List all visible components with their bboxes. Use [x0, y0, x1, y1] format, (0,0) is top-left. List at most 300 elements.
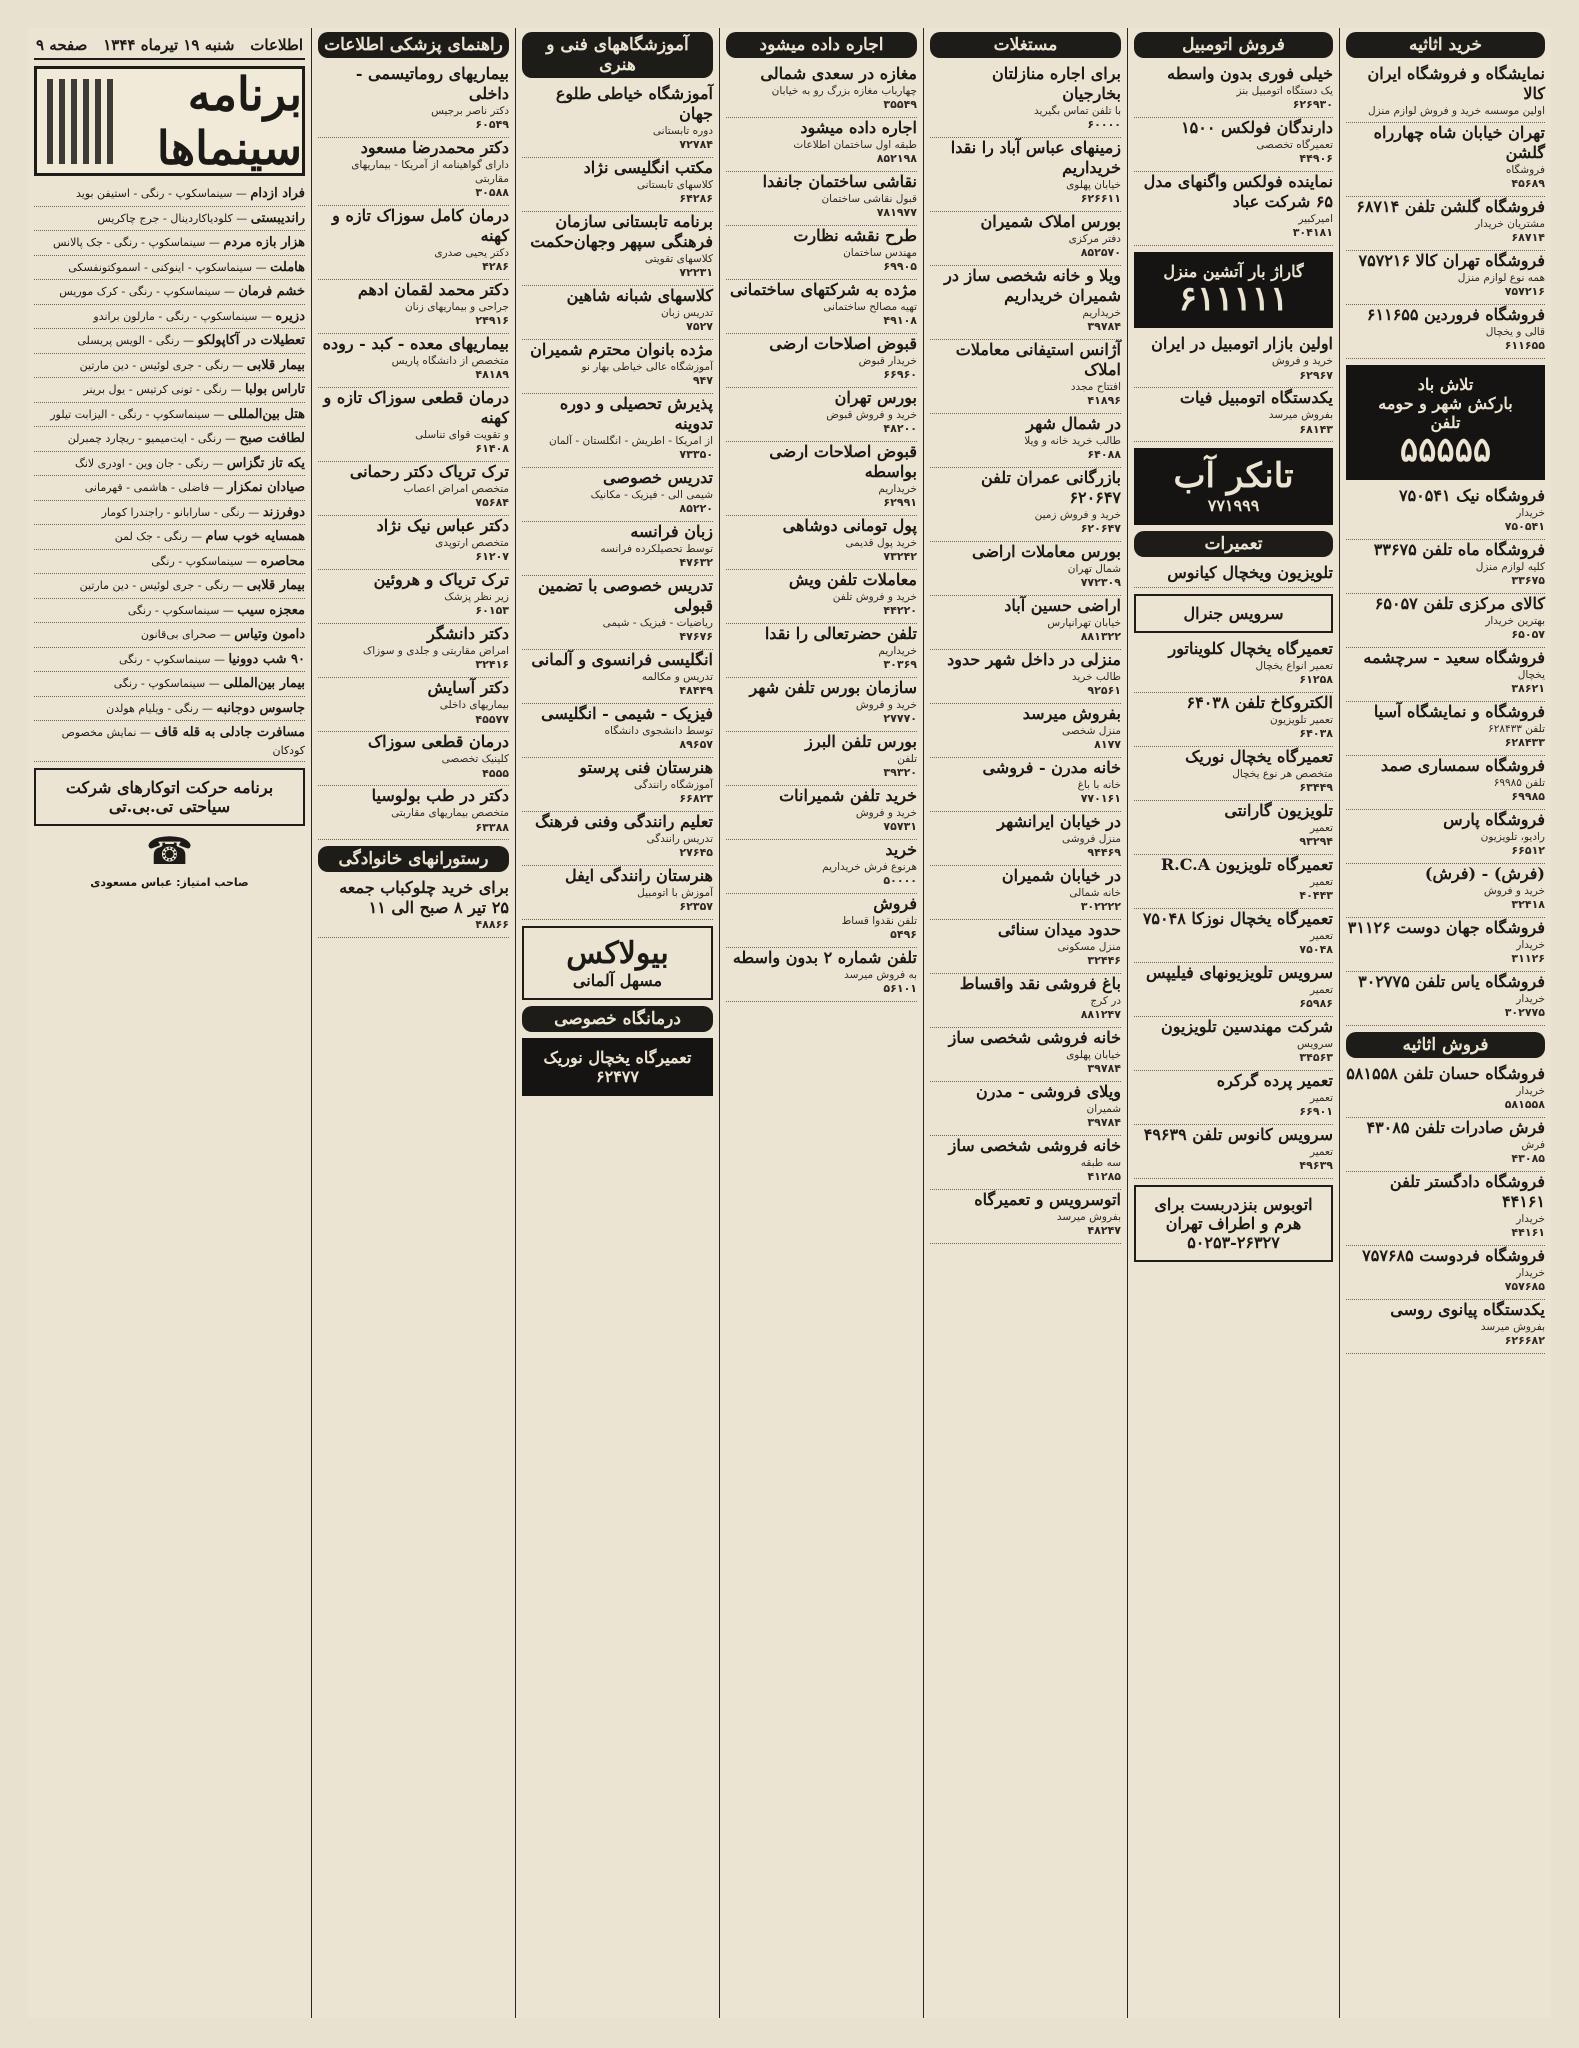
classified-ad [726, 678, 917, 732]
classified-ad [1134, 801, 1333, 855]
film-listing [34, 721, 305, 762]
ad-body: منزل شخصی [1062, 725, 1121, 738]
ad-phone: ۳۰۵۸۸ [475, 186, 509, 200]
classified-ad [522, 340, 713, 394]
classified-ad [930, 266, 1121, 340]
ad-body: توسط دانشجوی دانشگاه [604, 725, 713, 738]
ad-body: با تلفن تماس بگیرید [1034, 105, 1121, 117]
ad-phone: ۶۸۷۱۴ [1511, 231, 1545, 245]
film-info: — سینماسکوپ - رنگی - الیزابت تیلور [50, 407, 228, 421]
classified-ad [726, 388, 917, 442]
film-info: — سینماسکوپ - رنگی [113, 677, 224, 690]
film-info: — سینماسکوپ - رنگی - جک پالانس [53, 236, 224, 249]
ad-phone: ۳۲۴۴۶ [1087, 954, 1121, 968]
ad-title: سرویس کانوس تلفن ۴۹۶۳۹ [1143, 1125, 1333, 1144]
ad-body: هرنوع فرش خریداریم [822, 861, 917, 874]
ad-body: مشتریان خریدار [1475, 218, 1545, 231]
biolax-banner [522, 926, 713, 1000]
ad-phone: ۴۹۱۰۸ [883, 314, 917, 328]
film-listing [34, 648, 305, 673]
classified-ad [1346, 1064, 1545, 1118]
classified-ad [726, 840, 917, 894]
ad-title: در خیابان شمیران [1001, 866, 1121, 886]
classified-ad [1346, 756, 1545, 810]
ad-title: درمان کامل سوزاک تازه و کهنه [332, 206, 509, 246]
ad-phone: ۴۴۱۶۱ [1511, 1225, 1545, 1239]
shop-ads [1346, 64, 1545, 359]
ad-phone: ۴۷۶۳۲ [679, 556, 713, 570]
ad-phone: ۴۵۶۸۹ [1511, 177, 1545, 191]
ad-phone: ۶۱۱۶۵۵ [1504, 339, 1545, 353]
truck-banner-title: تلاش باد [1417, 375, 1474, 395]
ad-phone: ۴۷۶۷۶ [679, 630, 713, 644]
ad-body: خریدار [1516, 506, 1545, 519]
family-restaurant-tel: ۴۸۸۶۶ [475, 918, 509, 932]
ad-title: نماینده فولکس واگنهای مدل ۶۵ شرکت عباد [1143, 172, 1333, 212]
ad-title: سازمان بورس تلفن شهر [749, 678, 917, 698]
ad-body: جراحی و بیماریهای زنان [404, 301, 509, 314]
film-listing [34, 623, 305, 648]
classified-ad [1134, 64, 1333, 118]
classified-ad [1134, 963, 1333, 1017]
film-title: فراد ازدام [250, 186, 305, 201]
ad-phone: ۳۳۶۷۵ [1511, 573, 1545, 587]
ad-phone: ۶۰۱۵۳ [475, 604, 509, 618]
ad-title: تعمیر پرده گرکره [1216, 1070, 1333, 1090]
ad-phone: ۳۰۲۲۲۲ [1080, 900, 1121, 914]
ad-body: خریدار [1516, 1084, 1545, 1097]
film-title: بیمار بین‌المللی [223, 676, 305, 691]
column-rent [719, 28, 923, 2018]
ad-title: تعمیرگاه یخچال نوریک [1185, 746, 1333, 766]
classified-ad [1346, 540, 1545, 594]
film-title: محاصره [260, 553, 305, 569]
ad-body: خانه شمالی [1069, 887, 1121, 900]
ad-phone: ۳۲۴۱۸ [1511, 897, 1545, 911]
film-listing [34, 574, 305, 599]
newspaper-page [28, 28, 1551, 2018]
ad-body: تعمیر [1309, 821, 1333, 834]
ad-body: خریداریم [878, 645, 917, 658]
classified-ad [1346, 810, 1545, 864]
ad-body: یخچال [1517, 668, 1545, 681]
classified-ad [726, 280, 917, 334]
ad-phone: ۹۲۵۶۱ [1087, 684, 1121, 698]
ad-body: تلفن ۶۲۸۴۳۳ [1488, 722, 1545, 735]
ad-body: امراض مقاربتی و جلدی و سوزاک [362, 645, 509, 658]
ad-title: دکتر محمدرضا مسعود [360, 138, 509, 158]
classified-ad [318, 624, 509, 678]
classified-ad [1346, 486, 1545, 540]
ad-phone: ۸۵۲۱۹۸ [876, 152, 917, 166]
ad-phone: ۶۲۶۹۳۰ [1292, 98, 1333, 112]
classified-ad [930, 64, 1121, 138]
ad-body: تدریس رانندگی [646, 833, 713, 846]
ad-body: طالب خرید خانه و ویلا [1024, 435, 1121, 448]
film-info: — کلودیاکاردینال - جرج چاکریس [97, 211, 251, 225]
classified-ad [318, 64, 509, 138]
ad-body: طالب خرید [1071, 671, 1121, 684]
ad-title: خانه مدرن - فروشی [982, 758, 1121, 778]
ad-title: یکدستگاه پیانوی روسی [1390, 1299, 1545, 1319]
column-header-medical: راهنمای پزشکی اطلاعات [318, 32, 509, 58]
film-title: لطافت صبح [239, 431, 305, 446]
ad-title: تعمیرگاه یخچال کلویناتور [1168, 638, 1333, 658]
ad-body: تدریس و مکالمه [641, 671, 713, 684]
film-info: — رنگی - جان وین - اودری لانگ [74, 456, 227, 470]
film-title: جاسوس دوجانبه [216, 700, 305, 716]
bus-banner [1134, 1185, 1333, 1262]
ad-body: خریدار [1516, 938, 1545, 951]
classified-ad [726, 516, 917, 570]
shop-ads-final [1346, 1064, 1545, 1354]
ad-phone: ۸۸۱۳۲۲ [1080, 630, 1121, 644]
masthead-date: شنبه ۱۹ تیرماه ۱۳۴۴ [103, 36, 235, 54]
ad-title: فیزیک - شیمی - انگلیسی [541, 704, 713, 724]
classified-ad [318, 516, 509, 570]
classified-ad [1346, 197, 1545, 251]
classified-ad [930, 866, 1121, 920]
ad-title: در شمال شهر [1026, 414, 1121, 434]
ad-body: شمال تهران [1067, 563, 1121, 576]
classified-ad [318, 678, 509, 732]
film-info: — رنگی - جری لوئیس - دین مارتین [79, 579, 247, 592]
film-listing [34, 550, 305, 575]
ad-phone: ۶۵۰۵۷ [1511, 627, 1545, 641]
ad-body: خیابان پهلوی [1066, 179, 1121, 192]
ad-body: کلیه لوازم منزل [1475, 560, 1545, 573]
ad-title: تهران خیابان شاه چهارراه گلشن [1373, 123, 1545, 163]
ad-title: مژده بانوان محترم شمیران [530, 340, 713, 360]
ad-title: فروشگاه حسان تلفن ۵۸۱۵۵۸ [1346, 1063, 1545, 1083]
ad-title: پذیرش تحصیلی و دوره تدوینه [559, 394, 713, 434]
ad-title: طرح نقشه نظارت [793, 226, 917, 246]
ad-phone: ۶۶۵۱۲ [1511, 843, 1545, 857]
ad-title: فروش [873, 894, 917, 914]
property-ads [930, 64, 1121, 1244]
column-header-property: مستغلات [930, 32, 1121, 58]
classified-ad [1134, 909, 1333, 963]
ad-phone: ۷۷۰۱۶۱ [1080, 792, 1121, 806]
ad-title: فروشگاه نیک ۷۵۰۵۴۱ [1398, 485, 1545, 505]
ad-phone: ۶۲۰۶۴۷ [1080, 522, 1121, 536]
ad-phone: ۵۸۱۵۵۸ [1504, 1097, 1545, 1111]
ad-title: پول تومانی دوشاهی [782, 516, 917, 536]
ad-phone: ۴۴۹۰۶ [1299, 152, 1333, 166]
ad-body: خریداریم [878, 483, 917, 496]
film-info: — رنگی - تونی کرتیس - یول برینر [83, 383, 245, 396]
classified-ad [930, 704, 1121, 758]
ad-phone: ۴۱۲۸۵ [1087, 1170, 1121, 1184]
film-title: یکه تاز تگزاس [226, 455, 305, 471]
ad-phone: ۳۹۳۲۰ [883, 766, 917, 780]
ad-title: خرید تلفن شمیرانات [779, 786, 917, 806]
film-title: تاراس بولبا [244, 382, 305, 397]
film-listing [34, 354, 305, 379]
ad-body: تعمیر تلویزیون [1270, 713, 1333, 726]
ad-title: بفروش میرسد [1022, 704, 1121, 724]
ad-body: خیابان پهلوی [1066, 1049, 1121, 1062]
ad-body: تعمیر انواع یخچال [1255, 659, 1333, 672]
ad-body: خرید و فروش [855, 807, 917, 820]
ad-phone: ۶۹۹۸۵ [1511, 789, 1545, 803]
ad-phone: ۳۰۲۷۷۵ [1504, 1005, 1545, 1019]
ad-phone: ۴۹۶۳۹ [1299, 1159, 1333, 1173]
ad-title: خرید [885, 840, 917, 860]
classified-ad [1134, 747, 1333, 801]
classified-ad [1346, 864, 1545, 918]
truck-banner [1346, 365, 1545, 479]
film-listing [34, 501, 305, 526]
tanker-banner [1134, 448, 1333, 524]
service-banner-title: سرویس جنرال [1183, 603, 1284, 623]
tanker-banner-tel: ۷۷۱۹۹۹ [1207, 495, 1260, 515]
classified-ad [726, 948, 917, 1002]
ad-title: فروشگاه جهان دوست ۳۱۱۲۶ [1347, 917, 1545, 937]
ad-title: نقاشی ساختمان جانفدا [762, 172, 917, 192]
classified-ad [1346, 305, 1545, 359]
classified-ad [318, 138, 509, 206]
ad-body: در کرج [1090, 995, 1121, 1008]
ad-phone: ۴۸۱۸۹ [475, 368, 509, 382]
ad-body: به فروش میرسد [844, 969, 917, 982]
ad-title: دکتر در طب بولوسیا [371, 786, 509, 806]
ad-body: متخصص بیماریهای مقاربتی [391, 807, 509, 820]
ad-body: زیر نظر پزشک [444, 591, 509, 604]
classified-ad [1346, 594, 1545, 648]
film-info: — سینماسکوپ - رنگی - مارلون براندو [93, 309, 276, 323]
ad-title: (فرش) - (فرش) [1424, 863, 1545, 883]
ad-title: مژده به شرکتهای ساختمانی [729, 280, 917, 300]
classified-ad [726, 732, 917, 786]
ad-body: تهیه مصالح ساختمانی [823, 301, 917, 314]
ad-body: چهارباب مغازه بزرگ رو به خیابان [771, 85, 917, 97]
ad-phone: ۵۴۹۶ [890, 928, 917, 942]
film-info: — رنگی - جک لمن [114, 530, 206, 543]
classified-ad [930, 1082, 1121, 1136]
ad-phone: ۶۹۹۰۵ [883, 260, 917, 274]
ad-title: انگلیسی فرانسوی و آلمانی [531, 650, 713, 670]
film-listing [34, 427, 305, 452]
ad-body: از امریکا - اطریش - انگلستان - آلمان [548, 435, 713, 448]
ad-body: خرید و فروش تلفن [832, 591, 917, 604]
classified-ad [726, 64, 917, 118]
ad-phone: ۳۵۵۴۹ [883, 98, 917, 112]
clinic-header: درمانگاه خصوصی [522, 1006, 713, 1032]
ad-body: آموزشگاه رانندگی [633, 779, 713, 792]
ad-body: خریدار [1516, 992, 1545, 1005]
ad-phone: ۶۲۹۶۷ [1299, 368, 1333, 382]
fridge-banner-tel: ۶۲۴۷۷ [596, 1067, 639, 1087]
ad-title: بورس تلفن البرز [805, 732, 917, 752]
ad-body: آموزش با اتومبیل [637, 887, 713, 900]
ad-title: ویلای فروشی - مدرن [976, 1082, 1121, 1102]
ad-phone: ۴۲۸۶ [482, 260, 509, 274]
garage-banner-title: گاراژ بار آتشین منزل [1163, 262, 1304, 282]
ad-body: و تقویت قوای تناسلی [415, 429, 509, 442]
ad-body: خرید و فروش [1271, 355, 1333, 368]
classified-ad [726, 570, 917, 624]
classified-ad [1134, 1125, 1333, 1179]
ad-body: اولین موسسه خرید و فروش لوازم منزل [1367, 105, 1545, 117]
film-info: — سینماسکوپ - رنگی [119, 652, 229, 666]
classified-ad [522, 84, 713, 158]
ad-body: فرش [1521, 1138, 1545, 1151]
column-header-rent: اجاره داده میشود [726, 32, 917, 58]
film-info: — صحرای بی‌قانون [140, 628, 235, 641]
ad-body: بفروش میرسد [1056, 1211, 1121, 1224]
ad-title: درمان قطعی سوزاک تازه و کهنه [323, 388, 509, 428]
ad-phone: ۳۹۷۸۴ [1087, 1116, 1121, 1130]
ad-title: خیلی فوری بدون واسطه [1167, 64, 1333, 83]
film-title: دامون وتیاس [234, 627, 305, 642]
classified-ad [930, 920, 1121, 974]
ad-title: فروشگاه یاس تلفن ۳۰۲۷۷۵ [1358, 971, 1545, 991]
ad-body: ریاضیات - فیزیک - شیمی [602, 617, 713, 630]
ad-body: سرویس [1297, 1037, 1333, 1050]
classified-ad [522, 394, 713, 468]
ad-phone: ۴۸۴۴۹ [679, 684, 713, 698]
classified-ad [1134, 1017, 1333, 1071]
ad-phone: ۷۵۲۷ [686, 320, 713, 334]
garage-banner-tel: ۶۱۱۱۱۱ [1178, 279, 1289, 320]
classified-ad [726, 624, 917, 678]
ad-phone: ۶۴۰۳۸ [1299, 727, 1333, 741]
ad-body: افتتاح مجدد [1070, 381, 1121, 394]
tv-repair-ad [1134, 563, 1333, 588]
ad-title: فروشگاه فردوست ۷۵۷۶۸۵ [1362, 1245, 1545, 1265]
ad-phone: ۷۷۲۳۰۹ [1080, 576, 1121, 590]
ad-body: توسط تحصیلکرده فرانسه [600, 543, 713, 556]
ad-phone: ۷۲۷۸۴ [679, 138, 713, 152]
ad-phone: ۶۵۹۸۶ [1299, 997, 1333, 1011]
ad-title: بیماریهای روماتیسمی - داخلی [355, 64, 509, 103]
tanker-banner-title: تانکر آب [1173, 456, 1294, 497]
ad-phone: ۶۱۴۰۸ [475, 442, 509, 456]
ad-phone: ۶۳۳۸۸ [475, 820, 509, 834]
classified-ad [318, 786, 509, 840]
ad-phone: ۳۹۷۸۴ [1087, 1062, 1121, 1076]
classified-ad [930, 974, 1121, 1028]
biolax-subtitle: مسهل آلمانی [572, 971, 663, 991]
ad-title: تدریس خصوصی [603, 468, 713, 488]
film-info: — رنگی - الویس پریسلی [77, 334, 198, 347]
ad-title: فرش صادرات تلفن ۴۳۰۸۵ [1366, 1117, 1545, 1137]
ad-title: باغ فروشی نقد واقساط [959, 974, 1121, 994]
education-ads [522, 84, 713, 920]
ad-phone: ۶۲۶۶۸۲ [1504, 1334, 1545, 1348]
film-title: تعطیلات در آکاپولکو [197, 333, 305, 348]
film-info: — فاضلی - هاشمی - قهرمانی [84, 481, 228, 494]
film-listing [34, 378, 305, 403]
ad-title: فروشگاه سمساری صمد [1380, 755, 1545, 775]
film-title: معجزه سیب [237, 602, 305, 618]
film-title: مسافرت جادلی به قله قاف [154, 725, 305, 740]
classified-ad [522, 576, 713, 650]
film-listing [34, 599, 305, 624]
ad-phone: ۶۱۲۰۷ [475, 550, 509, 564]
truck-banner-subtitle: بارکش شهر و حومه [1378, 394, 1513, 414]
shop-ads-more [1346, 486, 1545, 1026]
classified-ad [1134, 639, 1333, 693]
family-restaurant-ad [318, 878, 509, 938]
classified-ad [522, 650, 713, 704]
ad-title: ترک تریاک و هروئین [373, 570, 509, 590]
film-listing [34, 525, 305, 550]
ad-title: سرویس تلویزیونهای فیلیپس [1145, 962, 1333, 982]
ad-title: بورس معاملات اراضی [972, 542, 1121, 562]
ad-body: خریداریم [1082, 307, 1121, 320]
film-title: هزار بازه مردم [223, 235, 305, 250]
auto-ads [1134, 64, 1333, 246]
ad-phone: ۶۴۲۸۶ [679, 192, 713, 206]
classified-ad [1346, 1118, 1545, 1172]
ad-body: منزل فروشی [1062, 833, 1121, 846]
ad-phone: ۶۰۰۰۰ [1087, 118, 1121, 132]
ad-body: خرید پول قدیمی [845, 537, 917, 550]
column-education [515, 28, 719, 2018]
ad-body: مهندس ساختمان [843, 247, 917, 260]
ad-body: متخصص ارتوپدی [435, 537, 509, 550]
ad-body: تعمیر [1309, 875, 1333, 888]
ad-title: فروشگاه فروردین ۶۱۱۶۵۵ [1366, 305, 1545, 325]
ad-body: کلاسهای تقویتی [644, 253, 713, 266]
ad-body: شمیران [1086, 1103, 1121, 1116]
film-listing [34, 697, 305, 722]
classified-ad [930, 1190, 1121, 1244]
ad-title: فروشگاه دادگستر تلفن ۴۴۱۶۱ [1389, 1171, 1545, 1211]
classified-ad [726, 172, 917, 226]
ad-body: دفتر مرکزی [1068, 233, 1121, 246]
furniture-header: فروش اثاثیه [1346, 1032, 1545, 1058]
ad-body: رادیو، تلویزیون [1480, 830, 1545, 843]
column-header-shop: خرید اثاثیه [1346, 32, 1545, 58]
ad-body: قبول نقاشی ساختمان [821, 193, 917, 206]
classified-ad [930, 138, 1121, 212]
classified-ad [1346, 1300, 1545, 1354]
classified-ad [1346, 1246, 1545, 1300]
ad-phone: ۲۴۹۱۶ [475, 314, 509, 328]
ad-phone: ۹۴۴۶۹ [1087, 846, 1121, 860]
film-info: — سینماسکوپ - رنگی [127, 603, 238, 617]
film-info: — سینماسکوپ - اینوکنی - اسموکتونفسکی [68, 260, 271, 274]
ad-title: دکتر محمد لقمان ادهم [357, 280, 509, 300]
ad-title: هنرستان فنی پرستو [579, 758, 713, 778]
ad-title: تعلیم رانندگی وفنی فرهنگ [534, 812, 713, 832]
ad-title: قبوض اصلاحات ارضی [769, 334, 917, 354]
ad-body: دارای گواهینامه از آمریکا - بیماریهای مقاربتی [351, 159, 509, 186]
ad-phone: ۳۰۴۱۸۱ [1292, 226, 1333, 240]
ad-phone: ۶۴۰۸۸ [1087, 448, 1121, 462]
ad-body: تلفن ۶۹۹۸۵ [1493, 776, 1545, 789]
ad-title: نمایشگاه و فروشگاه ایران کالا [1367, 64, 1545, 103]
ad-title: مکتب انگلیسی نژاد [583, 158, 713, 178]
ad-phone: ۶۲۳۵۷ [679, 900, 713, 914]
truck-banner-label: تلفن [1430, 413, 1461, 433]
fridge-banner [522, 1038, 713, 1096]
ad-phone: ۶۲۸۴۳۳ [1504, 735, 1545, 749]
ad-title: درمان قطعی سوزاک [367, 732, 509, 752]
ad-body: قالی و یخچال [1485, 326, 1545, 339]
ad-title: یکدستگاه اتومبیل فیات [1179, 388, 1333, 408]
truck-banner-tel: ۵۵۵۵۵ [1399, 430, 1492, 471]
cinema-banner [34, 66, 305, 176]
film-title: بیمار قلابی [246, 578, 305, 593]
film-info: — سینماسکوپ - رنگی - استیفن بوید [75, 187, 251, 200]
ad-phone: ۸۵۲۲۰ [679, 502, 713, 516]
classified-ad [1346, 702, 1545, 756]
classified-ad [726, 786, 917, 840]
